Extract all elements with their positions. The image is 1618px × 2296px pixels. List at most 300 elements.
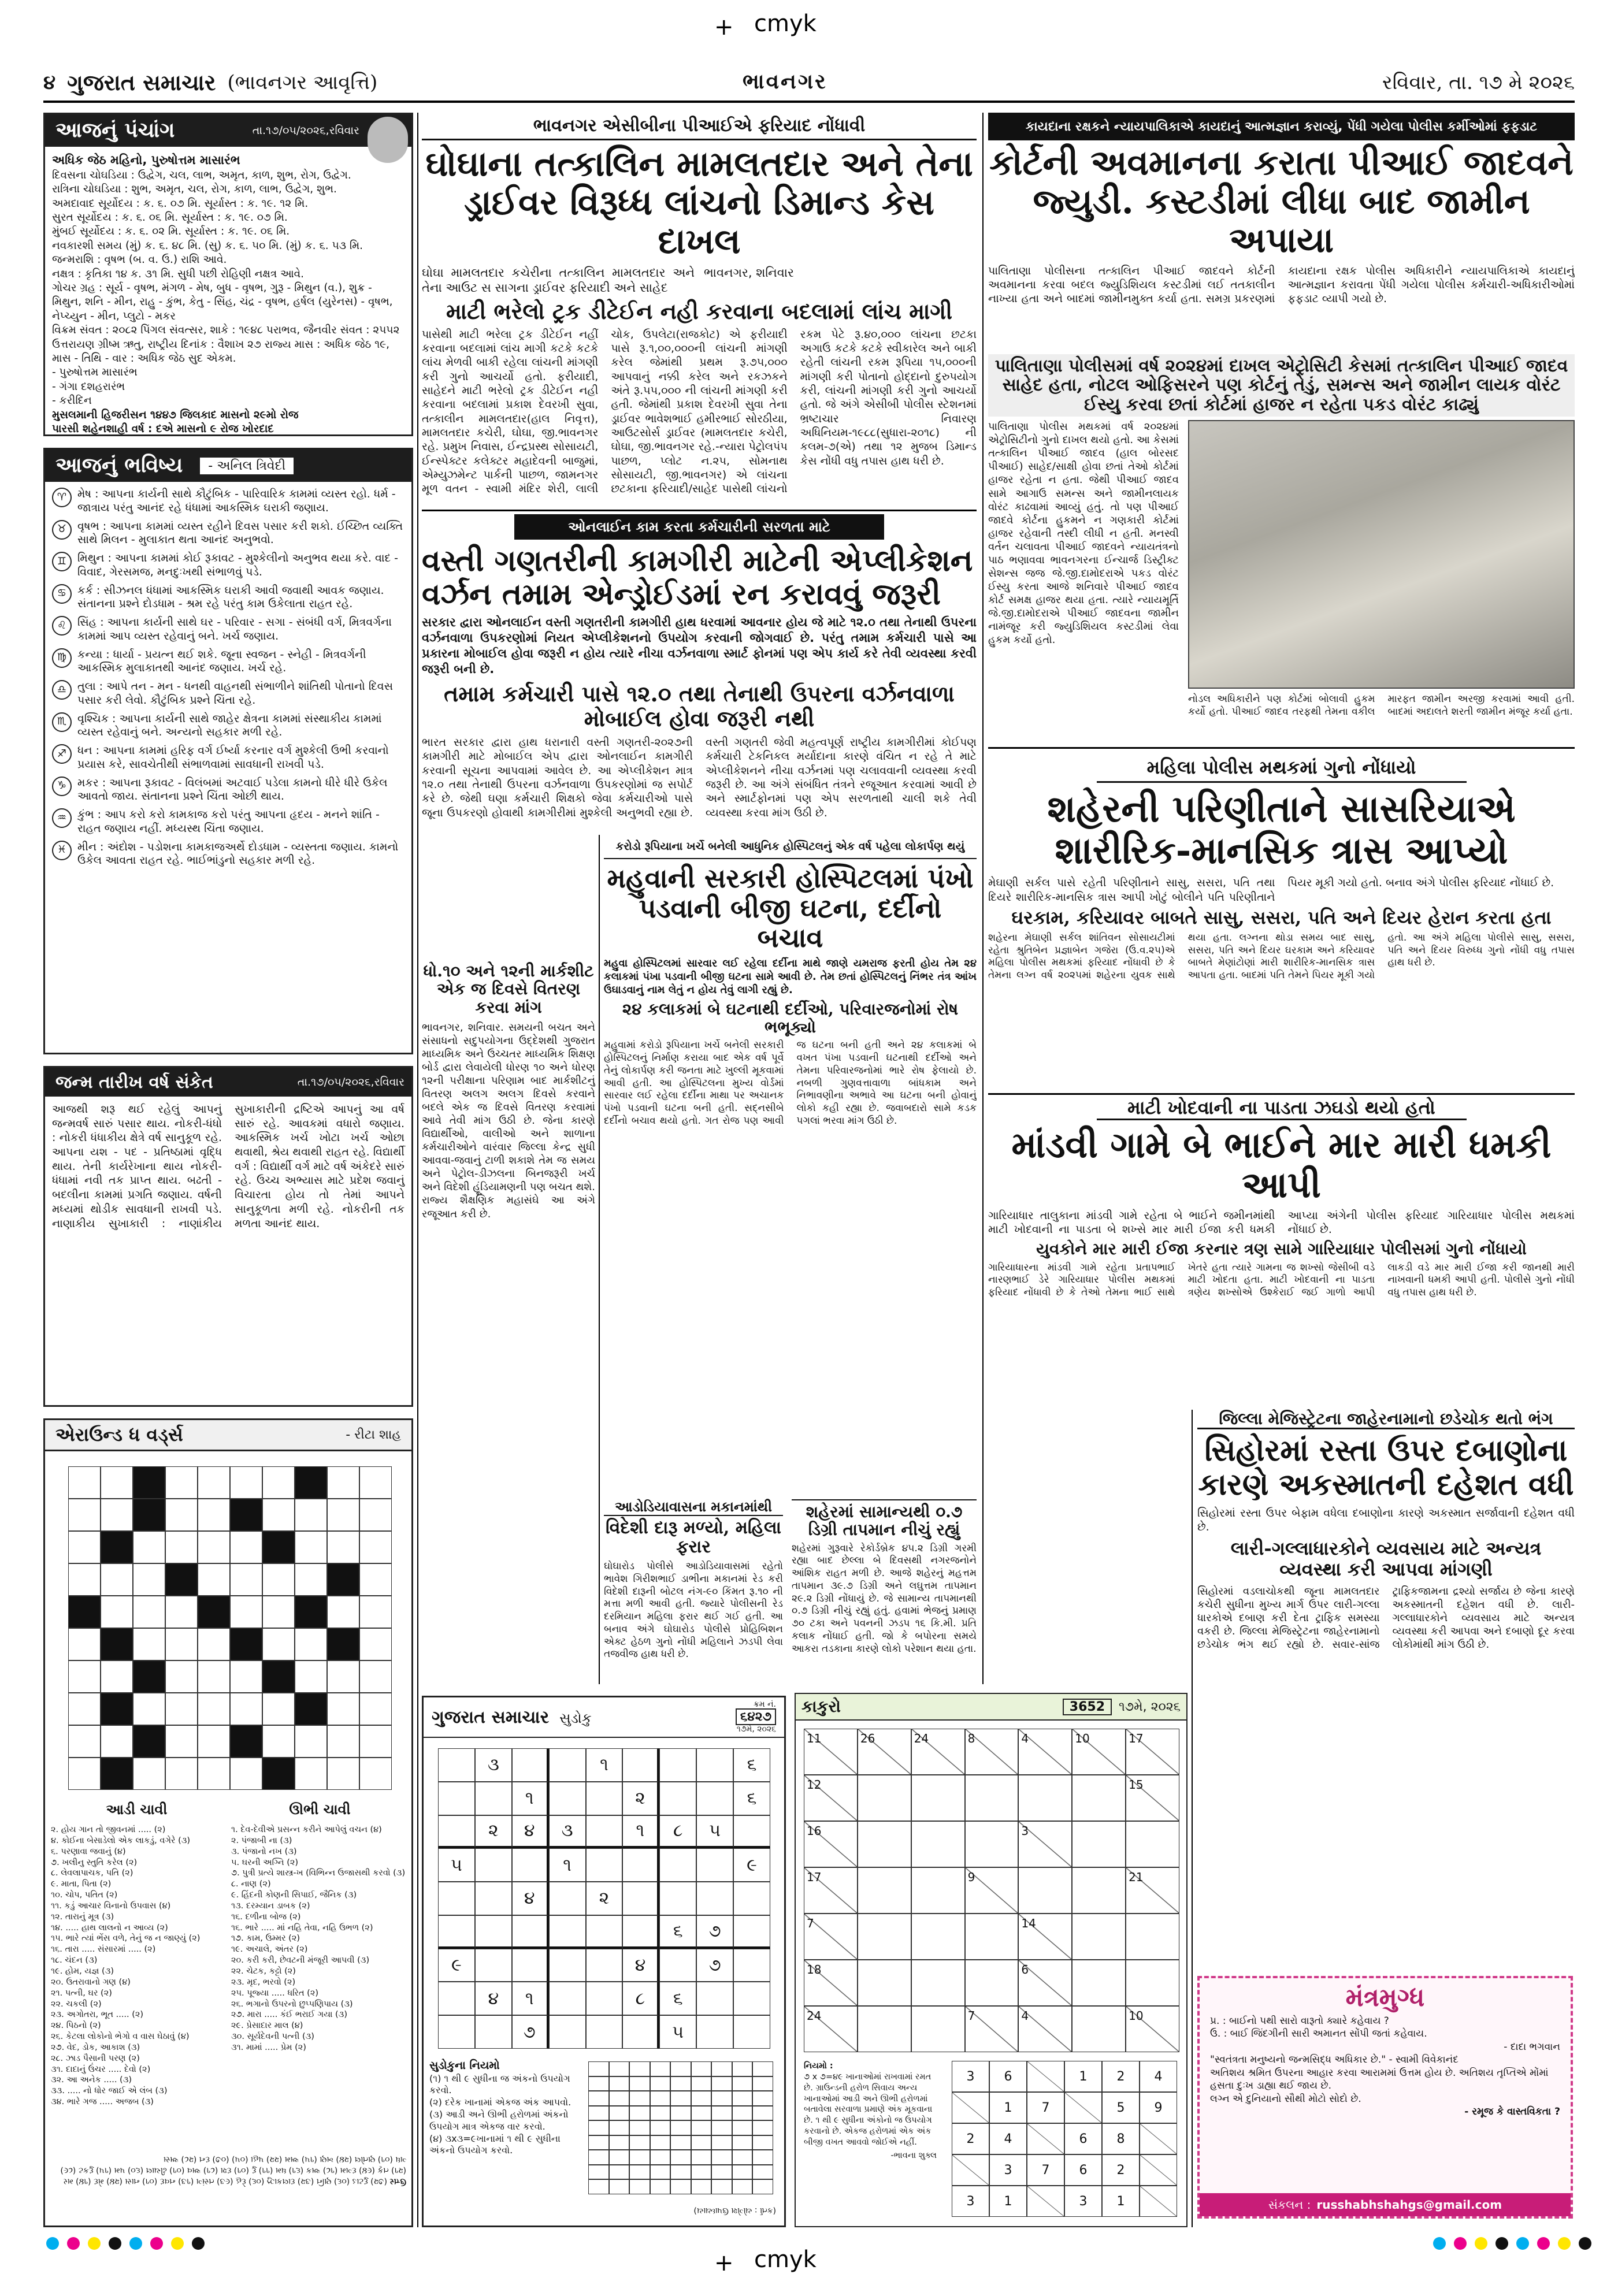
crossword-cell[interactable] <box>198 1531 230 1563</box>
crossword-answers: ઉત્તર (૭૨) દુટાડ (૦૬) ણનિ (૩૨) દાલકાઝુ (૦૬) દેહ (૯૩) તસંગ (૧૩) નવદ (૦૧) નાસ (૨૪) મેદ (૧૪) મર (૨૧) તકૃ (૯૪) દગમ (૧૮) અક (૬૧) ધમ (૧૧) દુ (૦૧) દશ (૮૧) અવ (૦૧) ઢીચાલ (૬૦) પમ (૧૫) દુકટ (૮૯) ગધ (૦૧) ણતોલ (૨૪) ખણ (૧૫) અમ (૨૨) પહા (૦૫) (૦૭) દન (૨૮) અસ <box>60 2154 406 2186</box>
aries-icon: ♈ <box>52 488 72 507</box>
crossword-cell[interactable] <box>198 1628 230 1660</box>
crossword-cell[interactable] <box>327 1531 359 1563</box>
kakuro-date: ૧૭મે, ૨૦૨૬ <box>1119 1699 1181 1714</box>
crossword-cell[interactable] <box>230 1725 262 1758</box>
marksheet-story <box>422 962 595 1309</box>
crossword-cell[interactable] <box>101 1725 133 1758</box>
sudoku-prev-cell <box>732 2106 753 2121</box>
sudoku-cell[interactable] <box>438 1815 475 1849</box>
acb-story <box>422 113 977 506</box>
crossword-cell[interactable] <box>68 1758 101 1790</box>
crossword-cell[interactable] <box>230 1531 262 1563</box>
sudoku-prev-cell <box>670 2150 691 2165</box>
sudoku-cell[interactable] <box>512 1748 549 1782</box>
crossword-cell[interactable] <box>327 1660 359 1693</box>
sudoku-cell[interactable] <box>733 1915 770 1949</box>
crossword-cell[interactable] <box>262 1563 295 1596</box>
kakuro-cell[interactable] <box>1018 1867 1072 1914</box>
sudoku-cell[interactable]: ૨ <box>586 1882 623 1915</box>
sudoku-cell[interactable] <box>549 1949 586 1982</box>
crossword-cell[interactable] <box>295 1563 327 1596</box>
sudoku-cell[interactable] <box>586 2015 623 2049</box>
crossword-cell[interactable] <box>101 1466 133 1499</box>
kakuro-cell[interactable] <box>965 1914 1019 1960</box>
crossword-cell[interactable] <box>101 1499 133 1531</box>
crossword-cell[interactable] <box>165 1531 198 1563</box>
sudoku-cell[interactable] <box>622 2015 659 2049</box>
sudoku-cell[interactable]: ૩ <box>475 1748 512 1782</box>
sudoku-cell[interactable] <box>549 1982 586 2015</box>
crossword-cell[interactable] <box>359 1466 392 1499</box>
sudoku-cell[interactable] <box>659 1949 696 1982</box>
kakuro-cell[interactable] <box>858 1960 911 2006</box>
contempt-subhead: પાલિતાણા પોલીસમાં વર્ષ ૨૦૨૪માં દાખલ એટ્રોસિટી કેસમાં તત્કાલિન પીઆઈ જાદવ સાહેદ હતા, નોટલ ઓફિસરને પણ કોર્ટનું તેડું, સમન્સ અને જામીન લાયક વોરંટ ઈસ્યુ કરવા છતાં કોર્ટમાં હાજર ન રહેતા પકડ વોરંટ કાઢ્યું <box>988 354 1575 417</box>
sudoku-cell[interactable] <box>586 1815 623 1849</box>
kakuro-cell[interactable] <box>965 1960 1019 2006</box>
crossword-cell[interactable] <box>133 1531 165 1563</box>
sudoku-cell[interactable] <box>475 1848 512 1882</box>
kakuro-cell[interactable] <box>1126 1914 1179 1960</box>
sudoku-no: ૬૪૨૭ <box>736 1708 776 1725</box>
across-clue: ૧૮. ચંદન (૩) <box>51 1956 98 1966</box>
cmyk-label-bottom: cmyk <box>754 2246 817 2273</box>
crossword-cell[interactable] <box>101 1531 133 1563</box>
taurus-icon: ♉ <box>52 520 72 540</box>
sudoku-cell[interactable]: ૫ <box>438 1848 475 1882</box>
crossword-cell[interactable] <box>230 1693 262 1725</box>
kakuro-solution-cell: 6 <box>1064 2154 1102 2186</box>
sudoku-cell[interactable] <box>622 1848 659 1882</box>
kakuro-cell[interactable] <box>1072 1914 1126 1960</box>
sudoku-cell[interactable] <box>696 1982 733 2015</box>
crossword-cell[interactable] <box>230 1758 262 1790</box>
kakuro-clue-cell: 17 <box>804 1867 858 1914</box>
kakuro-clue-cell: 26 <box>858 1729 911 1775</box>
crossword-cell[interactable] <box>230 1596 262 1628</box>
sudoku-cell[interactable]: ૭ <box>696 1949 733 1982</box>
sudoku-cell[interactable]: ૯ <box>438 1949 475 1982</box>
sudoku-cell[interactable]: ૮ <box>659 1815 696 1849</box>
crossword-cell[interactable] <box>359 1499 392 1531</box>
sudoku-prev-cell <box>629 2179 650 2194</box>
sudoku-cell[interactable] <box>475 1882 512 1915</box>
crossword-cell[interactable] <box>198 1499 230 1531</box>
sudoku-cell[interactable] <box>659 1748 696 1782</box>
kakuro-cell[interactable] <box>1072 1960 1126 2006</box>
sudoku-cell[interactable] <box>586 1949 623 1982</box>
kakuro-cell[interactable] <box>911 1821 965 1867</box>
sudoku-prev-cell <box>609 2179 630 2194</box>
kakuro-cell[interactable] <box>911 1914 965 1960</box>
crossword-cell[interactable] <box>101 1660 133 1693</box>
crossword-cell[interactable] <box>262 1531 295 1563</box>
down-clue: ૧૭. કામ, ઉમ્મર (૨) <box>231 1934 300 1944</box>
crossword-cell[interactable] <box>198 1466 230 1499</box>
crossword-cell[interactable] <box>295 1596 327 1628</box>
crossword-cell[interactable] <box>133 1693 165 1725</box>
sudoku-cell[interactable]: ૧ <box>586 1748 623 1782</box>
marksheet-headline: ધો.૧૦ અને ૧૨ની માર્કશીટ એક જ દિવસે વિતરણ કરવા માંગ <box>423 961 594 1017</box>
sudoku-title: સુડોકુ <box>559 1710 592 1726</box>
kakuro-cell[interactable] <box>858 1775 911 1821</box>
zodiac-row: ♎ તુલા : આપે તન - મન - ધનથી વાહનથી સંભાળીને શાંતિથી પોતાનો દિવસ પસાર કરી લેવો. કૌટુંબિક પ્રશ્ને ચિંતા રહે. <box>52 680 404 708</box>
crossword-cell[interactable] <box>165 1499 198 1531</box>
sudoku-cell[interactable] <box>475 1782 512 1815</box>
crossword-cell[interactable] <box>230 1563 262 1596</box>
crossword-cell[interactable] <box>295 1628 327 1660</box>
crossword-cell[interactable] <box>359 1758 392 1790</box>
kakuro-cell[interactable] <box>911 1960 965 2006</box>
crossword-cell[interactable] <box>327 1628 359 1660</box>
kakuro-cell[interactable] <box>1072 2006 1126 2052</box>
crossword-cell[interactable] <box>68 1466 101 1499</box>
sudoku-cell[interactable] <box>733 1982 770 2015</box>
sudoku-cell[interactable] <box>549 2015 586 2049</box>
crossword-cell[interactable] <box>295 1466 327 1499</box>
crossword-cell[interactable] <box>262 1466 295 1499</box>
crossword-cell[interactable] <box>165 1628 198 1660</box>
sudoku-cell[interactable]: ૩ <box>549 1815 586 1849</box>
census-headline: વસ્તી ગણતરીની કામગીરી માટેની એપ્લીકેશન વર્ઝન તમામ એન્ડ્રોઈડમાં રન કરાવવું જરૂરી <box>422 543 973 612</box>
kakuro-cell[interactable] <box>1072 1821 1126 1867</box>
sudoku-cell[interactable]: ૪ <box>622 1949 659 1982</box>
birthday-date: તા.૧૭/૦૫/૨૦૨૬,રવિવાર <box>297 1076 404 1088</box>
panchang-line: મુસલમાની હિજરીસન ૧૪૪૭ જિલકાદ માસનો ૨૯મો રોજ <box>52 408 299 421</box>
sudoku-cell[interactable]: ૬ <box>733 1748 770 1782</box>
crossword-cell[interactable] <box>68 1531 101 1563</box>
sudoku-cell[interactable] <box>733 1882 770 1915</box>
kakuro-no: 3652 <box>1063 1699 1112 1715</box>
sudoku-cell[interactable] <box>622 1748 659 1782</box>
crossword-cell[interactable] <box>327 1693 359 1725</box>
kakuro-rules-title: નિયમો : <box>804 2061 833 2071</box>
crossword-cell[interactable] <box>295 1531 327 1563</box>
crossword-cell[interactable] <box>295 1660 327 1693</box>
contact-email[interactable]: russhabhshahgs@gmail.com <box>1316 2198 1502 2212</box>
contempt-headline: કોર્ટની અવમાનના કરાતા પીઆઈ જાદવને જ્યુડી. કસ્ટડીમાં લીધા બાદ જામીન અપાયા <box>989 143 1574 261</box>
crossword-cell[interactable] <box>68 1499 101 1531</box>
sudoku-cell[interactable] <box>733 1815 770 1849</box>
sudoku-prev-cell <box>609 2150 630 2165</box>
scorpio-icon: ♏ <box>52 712 72 732</box>
sudoku-cell[interactable]: ૧ <box>512 1782 549 1815</box>
bhavishya-author: - અનિલ ત્રિવેદી <box>200 458 294 474</box>
down-clue: ૨૭. મારા ..... કંઈ ભરાઈ ગયા (૩) <box>231 2010 347 2020</box>
kakuro-solution-cell: 7 <box>1027 2154 1064 2186</box>
sudoku-prev-cell <box>732 2091 753 2106</box>
sudoku-cell[interactable]: ૧ <box>622 1815 659 1849</box>
sudoku-cell[interactable]: ૪ <box>512 1815 549 1849</box>
crossword-cell[interactable] <box>68 1628 101 1660</box>
kakuro-clue-cell: 4 <box>1018 1729 1072 1775</box>
crossword-cell[interactable] <box>262 1693 295 1725</box>
crossword-cell[interactable] <box>101 1563 133 1596</box>
hospital-kicker: કરોડો રૂપિયાના ખર્ચે બનેલી આધુનિક હોસ્પિટલનું એક વર્ષ પહેલા લોકાર્પણ થયું <box>604 835 977 859</box>
panchang-line: અમદાવાદ સૂર્યોદય : ક. ૬. ૦૭ મિ. સૂર્યાસ્ત : ક. ૧૯. ૧૨ મિ. <box>52 197 309 210</box>
sudoku-cell[interactable] <box>586 1848 623 1882</box>
crossword-cell[interactable] <box>101 1758 133 1790</box>
fight-subhead: યુવકોને માર મારી ઈજા કરનાર ત્રણ સામે ગારિયાધાર પોલીસમાં ગુનો નોંધાયો <box>1036 1239 1527 1259</box>
kakuro-cell[interactable] <box>858 1821 911 1867</box>
kakuro-clue-cell: 12 <box>804 1775 858 1821</box>
sudoku-cell[interactable]: ૭ <box>696 1915 733 1949</box>
crossword-cell[interactable] <box>230 1499 262 1531</box>
sudoku-cell[interactable] <box>696 2015 733 2049</box>
sudoku-cell[interactable] <box>733 1949 770 1982</box>
sudoku-prev-cell <box>670 2165 691 2180</box>
crossword-cell[interactable] <box>295 1499 327 1531</box>
kakuro-cell[interactable] <box>1072 1775 1126 1821</box>
header-date: રવિવાર, તા. ૧૭ મે ૨૦૨૬ <box>1382 71 1575 94</box>
kakuro-cell[interactable] <box>1126 1960 1179 2006</box>
kakuro-cell[interactable] <box>965 1775 1019 1821</box>
crossword-cell[interactable] <box>359 1596 392 1628</box>
sudoku-cell[interactable] <box>475 1915 512 1949</box>
kakuro-cell[interactable] <box>858 2006 911 2052</box>
sudoku-cell[interactable] <box>696 1882 733 1915</box>
crossword-cell[interactable] <box>359 1660 392 1693</box>
birthday-box <box>43 1066 413 1407</box>
crossword-cell[interactable] <box>68 1596 101 1628</box>
sudoku-cell[interactable] <box>696 1848 733 1882</box>
sudoku-cell[interactable] <box>549 1882 586 1915</box>
crossword-cell[interactable] <box>327 1596 359 1628</box>
sudoku-prev-cell <box>609 2091 630 2106</box>
kakuro-solution-cell <box>1027 2061 1064 2092</box>
down-clue: ૨૩. મૃદ, ભરવો (૨) <box>231 1977 296 1987</box>
mantra-title: મંત્રમુગ્ધ <box>1345 1983 1425 2012</box>
gemini-icon: ♊ <box>52 552 72 571</box>
sudoku-cell[interactable]: ૮ <box>622 1982 659 2015</box>
color-dots-right <box>1433 2237 1591 2250</box>
crossword-cell[interactable] <box>165 1660 198 1693</box>
crossword-cell[interactable] <box>295 1693 327 1725</box>
kakuro-box <box>795 1693 1187 2227</box>
crossword-cell[interactable] <box>68 1725 101 1758</box>
crossword-cell[interactable] <box>327 1725 359 1758</box>
crossword-cell[interactable] <box>68 1660 101 1693</box>
kakuro-cell[interactable] <box>911 1775 965 1821</box>
sudoku-cell[interactable] <box>622 1882 659 1915</box>
sudoku-cell[interactable] <box>549 1748 586 1782</box>
zodiac-row: ♓ મીન : અંદોશ - પડોશના કામકાજઅર્થે દોડધામ - વ્યસ્તતા જણાય. કામનો ઉકેલ આવતા રાહત રહે. ભાઈભાંડુનો સહકાર મળી રહે. <box>52 841 404 868</box>
sudoku-cell[interactable]: ૬ <box>659 1915 696 1949</box>
sudoku-prev-cell <box>732 2061 753 2076</box>
contempt-story <box>988 113 1575 742</box>
sudoku-cell[interactable]: ૨ <box>622 1782 659 1815</box>
sudoku-prev-cell <box>711 2091 732 2106</box>
liquor-story <box>604 1499 783 1690</box>
sudoku-cell[interactable] <box>659 1782 696 1815</box>
sudoku-cell[interactable]: ૪ <box>475 1982 512 2015</box>
crossword-cell[interactable] <box>262 1660 295 1693</box>
sudoku-cell[interactable]: ૯ <box>733 1848 770 1882</box>
crossword-cell[interactable] <box>262 1628 295 1660</box>
sudoku-prev-cell <box>650 2106 671 2121</box>
panchang-line: જન્મરાશિ : વૃષભ (બ. વ. ઉ.) રાશિ આવે. <box>52 254 227 266</box>
crossword-cell[interactable] <box>230 1466 262 1499</box>
sudoku-cell[interactable] <box>512 1915 549 1949</box>
kakuro-cell[interactable] <box>858 1867 911 1914</box>
sudoku-cell[interactable] <box>438 1882 475 1915</box>
crossword-cell[interactable] <box>359 1693 392 1725</box>
crossword-cell[interactable] <box>101 1596 133 1628</box>
kakuro-clue-cell: 24 <box>804 2006 858 2052</box>
sudoku-cell[interactable]: ૫ <box>696 1815 733 1849</box>
crossword-cell[interactable] <box>133 1758 165 1790</box>
sudoku-cell[interactable]: ૧ <box>512 1982 549 2015</box>
sudoku-cell[interactable]: ૭ <box>512 2015 549 2049</box>
sudoku-cell[interactable]: ૬ <box>659 1982 696 2015</box>
crossword-cell[interactable] <box>327 1466 359 1499</box>
kakuro-cell[interactable] <box>1018 1775 1072 1821</box>
crossword-cell[interactable] <box>133 1563 165 1596</box>
crossword-cell[interactable] <box>262 1596 295 1628</box>
sudoku-cell[interactable] <box>475 2015 512 2049</box>
kakuro-cell[interactable] <box>1126 1821 1179 1867</box>
sudoku-cell[interactable]: ૬ <box>733 1782 770 1815</box>
crossword-cell[interactable] <box>101 1628 133 1660</box>
page-header <box>43 65 1575 101</box>
sudoku-cell[interactable] <box>438 1748 475 1782</box>
crossword-cell[interactable] <box>101 1693 133 1725</box>
crossword-cell[interactable] <box>262 1758 295 1790</box>
sudoku-cell[interactable] <box>438 2015 475 2049</box>
crossword-cell[interactable] <box>165 1693 198 1725</box>
down-clue: ૨૦. કરી કરી, છેવટની મંજૂરી આપવી (૩) <box>231 1956 370 1966</box>
paper-name: ગુજરાત સમાચાર <box>67 69 216 95</box>
crossword-cell[interactable] <box>359 1531 392 1563</box>
across-clue: ૨૬. કેટલા લોકોનો ભેગો વ વાસ ઘેઠાવું (૪) <box>51 2032 190 2042</box>
sudoku-cell[interactable] <box>622 1915 659 1949</box>
kakuro-solution-cell: 1 <box>1102 2186 1140 2217</box>
sudoku-cell[interactable] <box>438 1915 475 1949</box>
kakuro-clue-cell: 9 <box>965 1867 1019 1914</box>
crossword-cell[interactable] <box>230 1628 262 1660</box>
sudoku-prev-cell <box>691 2106 712 2121</box>
census-subhead: તમામ કર્મચારી પાસે ૧૨.૦ તથા તેનાથી ઉપરના વર્ઝનવાળા મોબાઈલ હોવા જરૂરી નથી <box>444 680 955 731</box>
kakuro-clue-cell: 4 <box>1018 2006 1072 2052</box>
crossword-cell[interactable] <box>359 1725 392 1758</box>
crossword-cell[interactable] <box>327 1499 359 1531</box>
kakuro-cell[interactable] <box>858 1914 911 1960</box>
sudoku-prev-cell <box>670 2076 691 2091</box>
sudoku-cell[interactable] <box>512 1949 549 1982</box>
sudoku-cell[interactable] <box>696 1748 733 1782</box>
crossword-cell[interactable] <box>198 1758 230 1790</box>
kakuro-cell[interactable] <box>965 1821 1019 1867</box>
across-clue: ૮. લેવલાપાચક, પતિ (૨) <box>51 1868 133 1878</box>
sudoku-cell[interactable] <box>475 1949 512 1982</box>
sudoku-cell[interactable]: ૨ <box>475 1815 512 1849</box>
crossword-cell[interactable] <box>165 1725 198 1758</box>
sudoku-cell[interactable] <box>438 1782 475 1815</box>
across-clue: ૧૧. કડું આચાર વિનાનો ઉપવાસ (૪) <box>51 1901 171 1911</box>
crossword-cell[interactable] <box>230 1660 262 1693</box>
crossword-cell[interactable] <box>295 1725 327 1758</box>
sudoku-cell[interactable] <box>438 1982 475 2015</box>
crossword-cell[interactable] <box>198 1725 230 1758</box>
across-clue: ૨૭. વેદ, ડોક, આકાશ (૩) <box>51 2042 140 2052</box>
crossword-cell[interactable] <box>198 1693 230 1725</box>
panchang-date: તા.૧૭/૦૫/૨૦૨૬,રવિવાર <box>252 124 359 137</box>
birthday-title: જન્મ તારીખ વર્ષ સંકેત <box>55 1072 213 1093</box>
sudoku-cell[interactable] <box>586 1782 623 1815</box>
crossword-cell[interactable] <box>133 1466 165 1499</box>
down-clue: ૨૯. પ્રેસાદાર માલ (૪) <box>231 2021 303 2031</box>
crossword-cell[interactable] <box>165 1758 198 1790</box>
down-clue: ૮. નાણ (૨) <box>231 1879 271 1889</box>
crossword-cell[interactable] <box>198 1596 230 1628</box>
sudoku-cell[interactable] <box>733 2015 770 2049</box>
kakuro-cell[interactable] <box>911 2006 965 2052</box>
across-clue: ૩૩. ..... નો ધોર જાઈ એ લંબ (૩) <box>51 2086 168 2096</box>
fight-intro: ગારિયાધાર તાલુકાના માંડવી ગામે રહેતા બે ભાઈને જમીનમાંથી માટી ખોદવાની ના પાડતા બે શખ્સે માર મારી ઈજા કરી ધમકી આપ્યા અંગેની પોલીસ ફરિયાદ ગારિયાધાર પોલીસ મથકમાં નોંધાઈ છે. <box>988 1209 1575 1236</box>
hospital-story <box>604 835 977 1147</box>
sudoku-cell[interactable] <box>512 1848 549 1882</box>
crossword-cell[interactable] <box>198 1563 230 1596</box>
crossword-cell[interactable] <box>262 1725 295 1758</box>
crossword-cell[interactable] <box>133 1725 165 1758</box>
sudoku-cell[interactable] <box>586 1982 623 2015</box>
kakuro-cell[interactable] <box>911 1867 965 1914</box>
crossword-cell[interactable] <box>68 1693 101 1725</box>
sudoku-cell[interactable] <box>659 1848 696 1882</box>
sudoku-cell[interactable] <box>696 1782 733 1815</box>
crossword-cell[interactable] <box>165 1596 198 1628</box>
kakuro-cell[interactable] <box>1072 1867 1126 1914</box>
across-clue: ૧૯. હોમ, યજ્ઞ (૩) <box>51 1966 114 1976</box>
kakuro-solution-cell: 1 <box>989 2092 1027 2123</box>
sudoku-cell[interactable] <box>549 1782 586 1815</box>
census-body: ભારત સરકાર દ્વારા હાથ ધરાનારી વસ્તી ગણતરી-૨૦૨૭ની કામગીરી માટે મોબાઈલ એપ દ્વારા ઓનલાઈન કામગીરી કરવાની સૂચના આપવામાં આવેલ છે. આ એપ્લીકેશન માત્ર ૧૨.૦ તથા તેનાથી ઉપરના વર્ઝનવાળા ઉપકરણોમાં જ સપોર્ટ કરે છે. જેથી ઘણા કર્મચારી શિક્ષકો જેવા કર્મચારીઓ પાસે જૂના ઉપકરણો હોવાથી કામગીરીમાં મુશ્કેલી અનુભવી રહ્યા છે. વસ્તી ગણતરી જેવી મહત્વપૂર્ણ રાષ્ટ્રીય કામગીરીમાં કોઈપણ કર્મચારી ટેકનિકલ મર્યાદાના કારણે વંચિત ન રહે તે માટે એપ્લીકેશનને નીચા વર્ઝનમાં પણ ચલાવવાની વ્યવસ્થા કરવી જરૂરી છે. આ અંગે સંબંધિત તંત્રને રજૂઆત કરવામાં આવી છે અને સ્માર્ટફોનમાં પણ એપ સરળતાથી ચાલી શકે તેવી વ્યવસ્થા કરવા માંગ ઉઠી છે. <box>422 736 977 819</box>
sudoku-cell[interactable] <box>586 1915 623 1949</box>
sudoku-cell[interactable]: ૪ <box>512 1882 549 1915</box>
capricorn-icon: ♑ <box>52 777 72 796</box>
crossword-cell[interactable] <box>133 1660 165 1693</box>
crossword-cell[interactable] <box>198 1660 230 1693</box>
sudoku-cell[interactable]: ૧ <box>549 1848 586 1882</box>
crossword-cell[interactable] <box>165 1563 198 1596</box>
kakuro-solution-cell <box>1140 2123 1177 2154</box>
crossword-cell[interactable] <box>133 1628 165 1660</box>
sudoku-cell[interactable] <box>659 1882 696 1915</box>
crossword-cell[interactable] <box>295 1758 327 1790</box>
across-clue: ૯. માતા, પિતા (૨) <box>51 1879 112 1889</box>
down-clue: ૧૩. દરમ્યાન ડાબક (૨) <box>231 1901 310 1911</box>
panchang-line: પારસી શહેનશાહી વર્ષ : દએ માસનો ૯ રોજ ખોરદાદ <box>52 423 274 436</box>
crossword-cell[interactable] <box>133 1499 165 1531</box>
crossword-cell[interactable] <box>359 1563 392 1596</box>
panchang-line: રાત્રિના ચોઘડિયા : શુભ, અમૃત, ચલ, રોગ, કાળ, લાભ, ઉદ્વેગ, શુભ. <box>52 183 337 196</box>
crossword-cell[interactable] <box>327 1563 359 1596</box>
sudoku-cell[interactable]: ૫ <box>659 2015 696 2049</box>
sihor-body: સિહોરમાં વડલાચોકથી જૂના મામલતદાર કચેરી સુધીના મુખ્ય માર્ગ ઉપર લારી-ગલ્લા ધારકોએ દબાણ કરી દેતા ટ્રાફિક સમસ્યા વકરી છે. જિલ્લા મેજિસ્ટ્રેટના જાહેરનામાનો છડેચોક ભંગ થઈ રહ્યો છે. સવાર-સાંજ ટ્રાફિકજામના દ્રશ્યો સર્જાય છે જેના કારણે અકસ્માતની દહેશત વધી છે. લારી-ગલ્લાધારકોને વ્યવસાય માટે અન્યત્ર વ્યવસ્થા કરી આપવા અને દબાણો દૂર કરવા લોકોમાંથી માંગ ઉઠી છે. <box>1197 1585 1575 1651</box>
crossword-cell[interactable] <box>133 1596 165 1628</box>
across-clue: ૨૧. પત્ની, ઘર (૨) <box>51 1988 112 1998</box>
crossword-cell[interactable] <box>359 1628 392 1660</box>
sudoku-no-label: ક્રમ નં. <box>753 1700 776 1709</box>
sudoku-cell[interactable] <box>549 1915 586 1949</box>
crossword-cell[interactable] <box>68 1563 101 1596</box>
kakuro-clue-cell: 17 <box>1126 1729 1179 1775</box>
sudoku-prev-cell <box>691 2091 712 2106</box>
across-clue: ૨૩. અગોતરા, ભૂત ..... (૨) <box>51 2010 144 2020</box>
crossword-cell[interactable] <box>165 1466 198 1499</box>
crossword-cell[interactable] <box>327 1758 359 1790</box>
crossword-cell[interactable] <box>262 1499 295 1531</box>
